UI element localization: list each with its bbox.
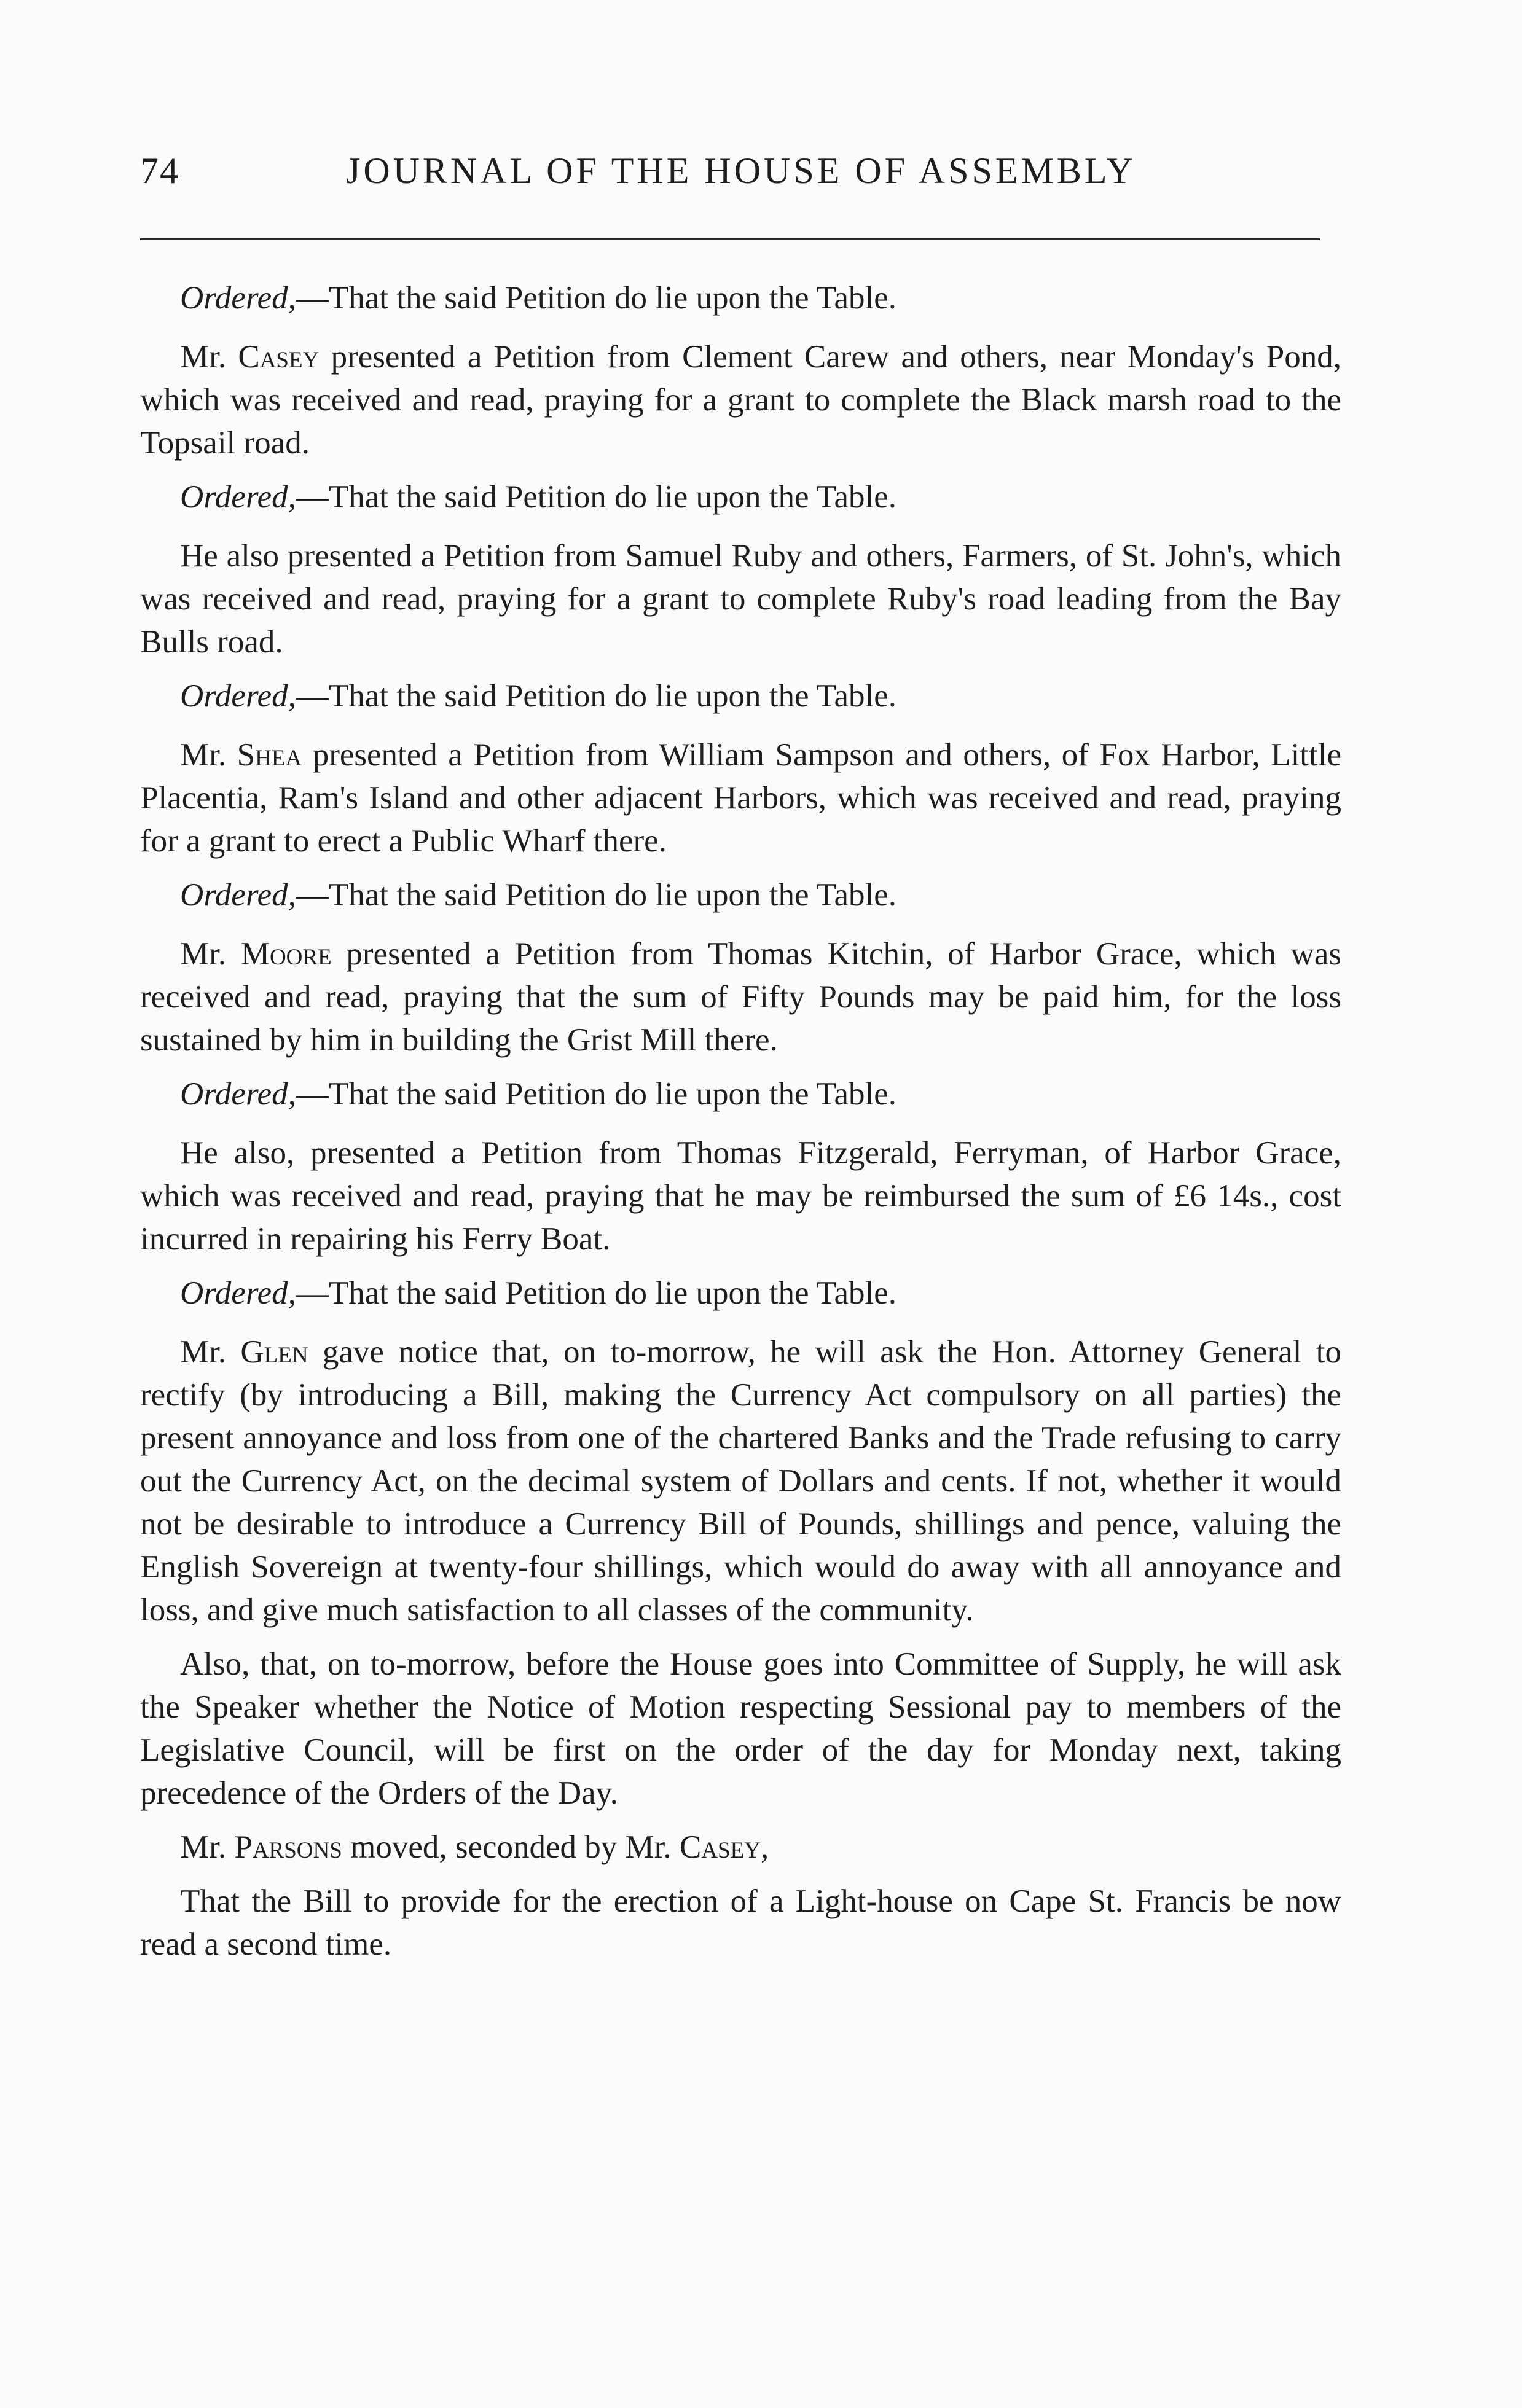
paragraph-text: He also presented a Petition from Samuel Ruby and others, Farmers, of St. John's, which was received and read, praying for a grant to complete Ruby's road leading from the Bay Bulls road. (140, 538, 1341, 660)
proceedings-paragraph (140, 932, 1341, 1061)
header-rule (140, 238, 1320, 240)
journal-body (140, 276, 1341, 1977)
page-number: 74 (140, 150, 179, 191)
motion-text: moved, seconded by Mr. (342, 1829, 680, 1865)
ordered-label: Ordered, (180, 678, 296, 714)
motion-paragraph (140, 1880, 1341, 1966)
order-paragraph (140, 1073, 1341, 1116)
proceedings-paragraph (140, 1643, 1341, 1815)
ordered-label: Ordered, (180, 1275, 296, 1311)
paragraph-text: Also, that, on to-morrow, before the House goes into Committee of Supply, he will ask the Speaker whether the Notice of Motion respecting Sessional pay to members of the Legislative Council, will be first on the order of the day for Monday next, taking precedence of the Orders of the Day. (140, 1646, 1341, 1811)
motion-paragraph (140, 1826, 1341, 1869)
paragraph-text: That the Bill to provide for the erection of a Light-house on Cape St. Francis be now read a second time. (140, 1883, 1341, 1962)
honorific: Mr. (180, 1829, 235, 1865)
proceedings-paragraph (140, 335, 1341, 464)
ordered-label: Ordered, (180, 479, 296, 515)
order-text: —That the said Petition do lie upon the Table. (296, 280, 897, 316)
order-text: —That the said Petition do lie upon the Table. (296, 1076, 897, 1112)
honorific: Mr. (180, 737, 237, 773)
running-head: JOURNAL OF THE HOUSE OF ASSEMBLY (346, 150, 1136, 191)
order-paragraph (140, 874, 1341, 917)
member-name: Casey (238, 339, 320, 375)
order-text: —That the said Petition do lie upon the Table. (296, 479, 897, 515)
paragraph-text: He also, presented a Petition from Thomas Fitzgerald, Ferryman, of Harbor Grace, which was received and read, praying that he may be reimbursed the sum of £6 14s., cost incurred in repairing his Ferry Boat. (140, 1135, 1341, 1257)
order-paragraph (140, 475, 1341, 518)
honorific: Mr. (180, 1334, 241, 1370)
order-paragraph (140, 276, 1341, 319)
member-name: Moore (240, 936, 332, 972)
proceedings-paragraph (140, 534, 1341, 663)
order-text: —That the said Petition do lie upon the Table. (296, 877, 897, 913)
motion-punctuation: , (760, 1829, 769, 1865)
honorific: Mr. (180, 936, 241, 972)
ordered-label: Ordered, (180, 1076, 296, 1112)
page-header (140, 146, 1369, 201)
paragraph-text: presented a Petition from William Sampson and others, of Fox Harbor, Little Placentia, Ram's Island and other adjacent Harbors, which was received and read, praying for a grant to erect a Public Wharf there. (140, 737, 1341, 859)
ordered-label: Ordered, (180, 280, 296, 316)
honorific: Mr. (180, 339, 238, 375)
paragraph-text: presented a Petition from Thomas Kitchin, of Harbor Grace, which was received and read, praying that the sum of Fifty Pounds may be paid him, for the loss sustained by him in building the Grist Mill there. (140, 936, 1341, 1058)
paragraph-text: presented a Petition from Clement Carew and others, near Monday's Pond, which was received and read, praying for a grant to complete the Black marsh road to the Topsail road. (140, 339, 1341, 461)
order-text: —That the said Petition do lie upon the Table. (296, 1275, 897, 1311)
order-paragraph (140, 1272, 1341, 1315)
proceedings-paragraph (140, 1132, 1341, 1261)
order-paragraph (140, 674, 1341, 717)
member-name: Glen (240, 1334, 308, 1370)
ordered-label: Ordered, (180, 877, 296, 913)
order-text: —That the said Petition do lie upon the Table. (296, 678, 897, 714)
proceedings-paragraph (140, 1331, 1341, 1632)
paragraph-text: gave notice that, on to-morrow, he will ask the Hon. Attorney General to rectify (by introducing a Bill, making the Currency Act compulsory on all parties) the present annoyance and loss from one of the chartered Banks and the Trade refusing to carry out the Currency Act, on the decimal system of Dollars and cents. If not, whether it would not be desirable to introduce a Currency Bill of Pounds, shillings and pence, valuing the English Sovereign at twenty-four shillings, which would do away with all annoyance and loss, and give much satisfaction to all classes of the community. (140, 1334, 1341, 1628)
proceedings-paragraph (140, 733, 1341, 862)
member-name: Shea (237, 737, 302, 773)
seconder-name: Casey (679, 1829, 761, 1865)
member-name: Parsons (234, 1829, 342, 1865)
